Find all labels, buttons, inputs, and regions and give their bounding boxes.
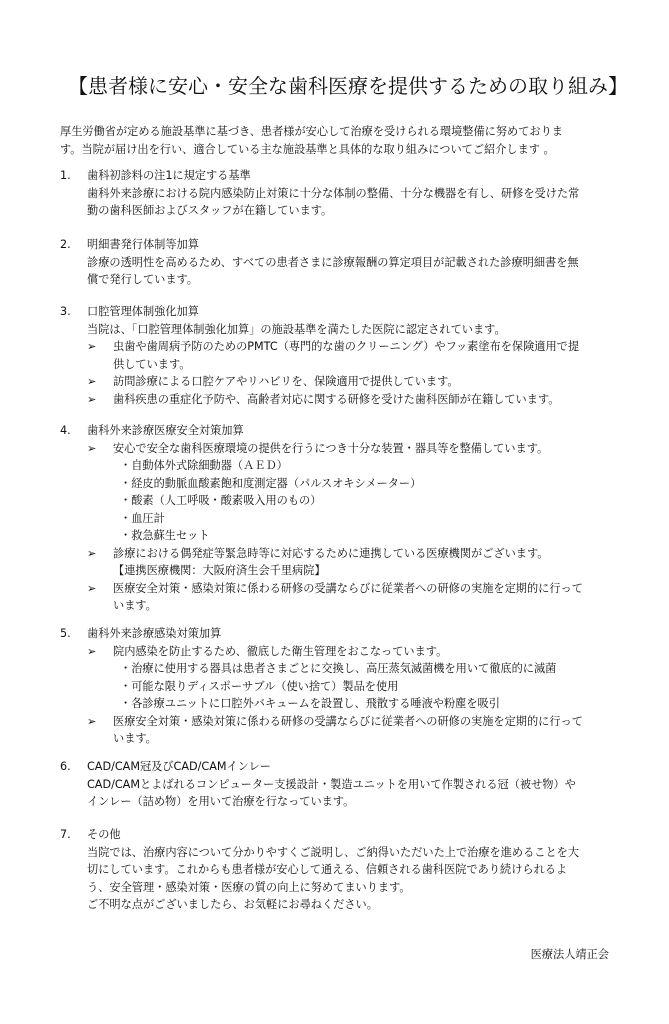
intro-line: 厚生労働省が定める施設基準に基づき、患者様が安心して治療を受けられる環境整備に努めておりま [60,125,563,138]
section-title: 歯科初診料の注1に規定する基準 [87,169,251,182]
section-3 [60,303,620,408]
section-heading [60,303,620,321]
section-title: CAD/CAM冠及びCAD/CAMインレー [87,760,271,773]
bullet-text: 安心で安全な歯科医療環境の提供を行うにつき十分な装置・器具等を整備しています。 [113,441,549,455]
bullet-text: 院内感染を防止するため、徹底した衛生管理をおこなっています。 [113,644,448,658]
section-heading [60,826,620,844]
section-text-line: 当院では、治療内容について分かりやすくご説明し、ご納得いただいた上で治療を進めることを大 [87,845,580,859]
equipment-item: ・経皮的動脈血酸素飽和度測定器（パルスオキシメーター） [120,476,422,490]
bullet-item [60,338,620,373]
section-text-line: インレー（詰め物）を用いて治療を行なっています。 [87,795,355,808]
section-text-line: 歯科外来診療における院内感染防止対策に十分な体制の整備、十分な機器を有し、研修を受けた常 [87,186,580,200]
arrow-bullet-icon: ➢ [87,546,97,560]
section-text-line: CAD/CAMとよばれるコンピューター支援設計・製造ユニットを用いて作製される冠（被せ物）や [87,777,576,791]
section-number: 2. [60,238,71,251]
section-title: その他 [87,828,121,841]
arrow-bullet-icon: ➢ [87,581,97,595]
partner-hospital: 【連携医療機関：大阪府済生会千里病院】 [113,564,326,577]
bullet-item [60,440,620,458]
section-4 [60,422,620,615]
arrow-bullet-icon: ➢ [87,441,97,455]
bullet-text: 歯科疾患の重症化予防や、高齢者対応に関する研修を受けた歯科医師が在籍しています。 [113,392,560,406]
section-heading [60,758,620,776]
equipment-item: ・救急蘇生セット [120,529,210,542]
section-number: 4. [60,424,71,437]
section-title: 歯科外来診療医療安全対策加算 [87,424,244,437]
arrow-bullet-icon: ➢ [87,644,97,658]
bullet-text: 虫歯や歯周病予防のためのPMTC（専門的な歯のクリーニング）やフッ素塗布を保険適用で提 [113,340,580,353]
section-1 [60,167,620,220]
bullet-text: 医療安全対策・感染対策に係わる研修の受講ならびに従業者への研修の実施を定期的に行って [113,581,583,595]
section-text-line: 償で発行しています。 [87,273,198,286]
section-6 [60,758,620,811]
section-2 [60,236,620,289]
section-number: 7. [60,828,71,841]
bullet-item [60,391,620,409]
section-number: 5. [60,627,71,640]
section-title: 明細書発行体制等加算 [87,238,199,251]
bullet-text: 供しています。 [113,357,191,371]
section-heading [60,236,620,254]
bullet-item [60,643,620,661]
section-title: 口腔管理体制強化加算 [87,305,199,318]
section-text-line: う、安全管理・感染対策・医療の質の向上に努めてまいります。 [87,880,411,894]
bullet-item [60,373,620,391]
section-title: 歯科外来診療感染対策加算 [87,627,222,640]
section-heading [60,422,620,440]
section-text-line: 当院は、「口腔管理体制強化加算」の施設基準を満たした医院に認定されています。 [87,322,506,336]
section-heading [60,625,620,643]
arrow-bullet-icon: ➢ [87,340,97,353]
bullet-text: います。 [113,732,157,745]
arrow-bullet-icon: ➢ [87,714,97,728]
equipment-item: ・自動体外式除細動器（ＡＥＤ） [120,459,288,472]
clinic-signature: 医療法人靖正会 [530,948,609,961]
arrow-bullet-icon: ➢ [87,392,97,406]
bullet-text: います。 [113,599,157,612]
hygiene-measure: ・各診療ユニットに口腔外バキュームを設置し、飛散する唾液や粉塵を吸引 [120,697,500,710]
bullet-text: 医療安全対策・感染対策に係わる研修の受講ならびに従業者への研修の実施を定期的に行って [113,714,583,728]
section-number: 1. [60,169,71,182]
section-heading [60,167,620,185]
section-number: 6. [60,760,71,773]
bullet-item [60,545,620,563]
equipment-item: ・酸素（人工呼吸・酸素吸入用のもの） [120,494,322,507]
bullet-text: 訪問診療による口腔ケアやリハビリを、保険適用で提供しています。 [113,375,459,388]
section-text-line: 診療の透明性を高めるため、すべての患者さまに診療報酬の算定項目が記載された診療明細書を無 [87,255,579,269]
equipment-item: ・血圧計 [120,511,165,525]
section-5 [60,625,620,748]
bullet-text: 診療における偶発症等緊急時等に対応するために連携している医療機関がございます。 [113,546,549,560]
section-7 [60,826,620,914]
page-title: 【患者様に安心・安全な歯科医療を提供するための取り組み】 [68,74,628,98]
section-text-line: ご不明な点がございましたら、お気軽にお尋ねください。 [87,898,378,911]
intro-line: す。当院が届け出を行い、適合している主な施設基準と具体的な取り組みについてご紹介します 。 [60,142,555,156]
section-text-line: 勤の歯科医師およびスタッフが在籍しています。 [87,204,333,217]
section-number: 3. [60,305,71,318]
hygiene-measure: ・治療に使用する器具は患者さまごとに交換し、高圧蒸気滅菌機を用いて徹底的に滅菌 [120,662,557,675]
section-text-line: 切にしています。これからも患者様が安心して通える、信頼される歯科医院であり続けられるよ [87,863,568,876]
bullet-item [60,580,620,615]
hygiene-measure: ・可能な限りディスポーサブル（使い捨て）製品を使用 [120,679,399,693]
bullet-item [60,713,620,748]
arrow-bullet-icon: ➢ [87,375,97,388]
intro-paragraph [60,123,616,158]
